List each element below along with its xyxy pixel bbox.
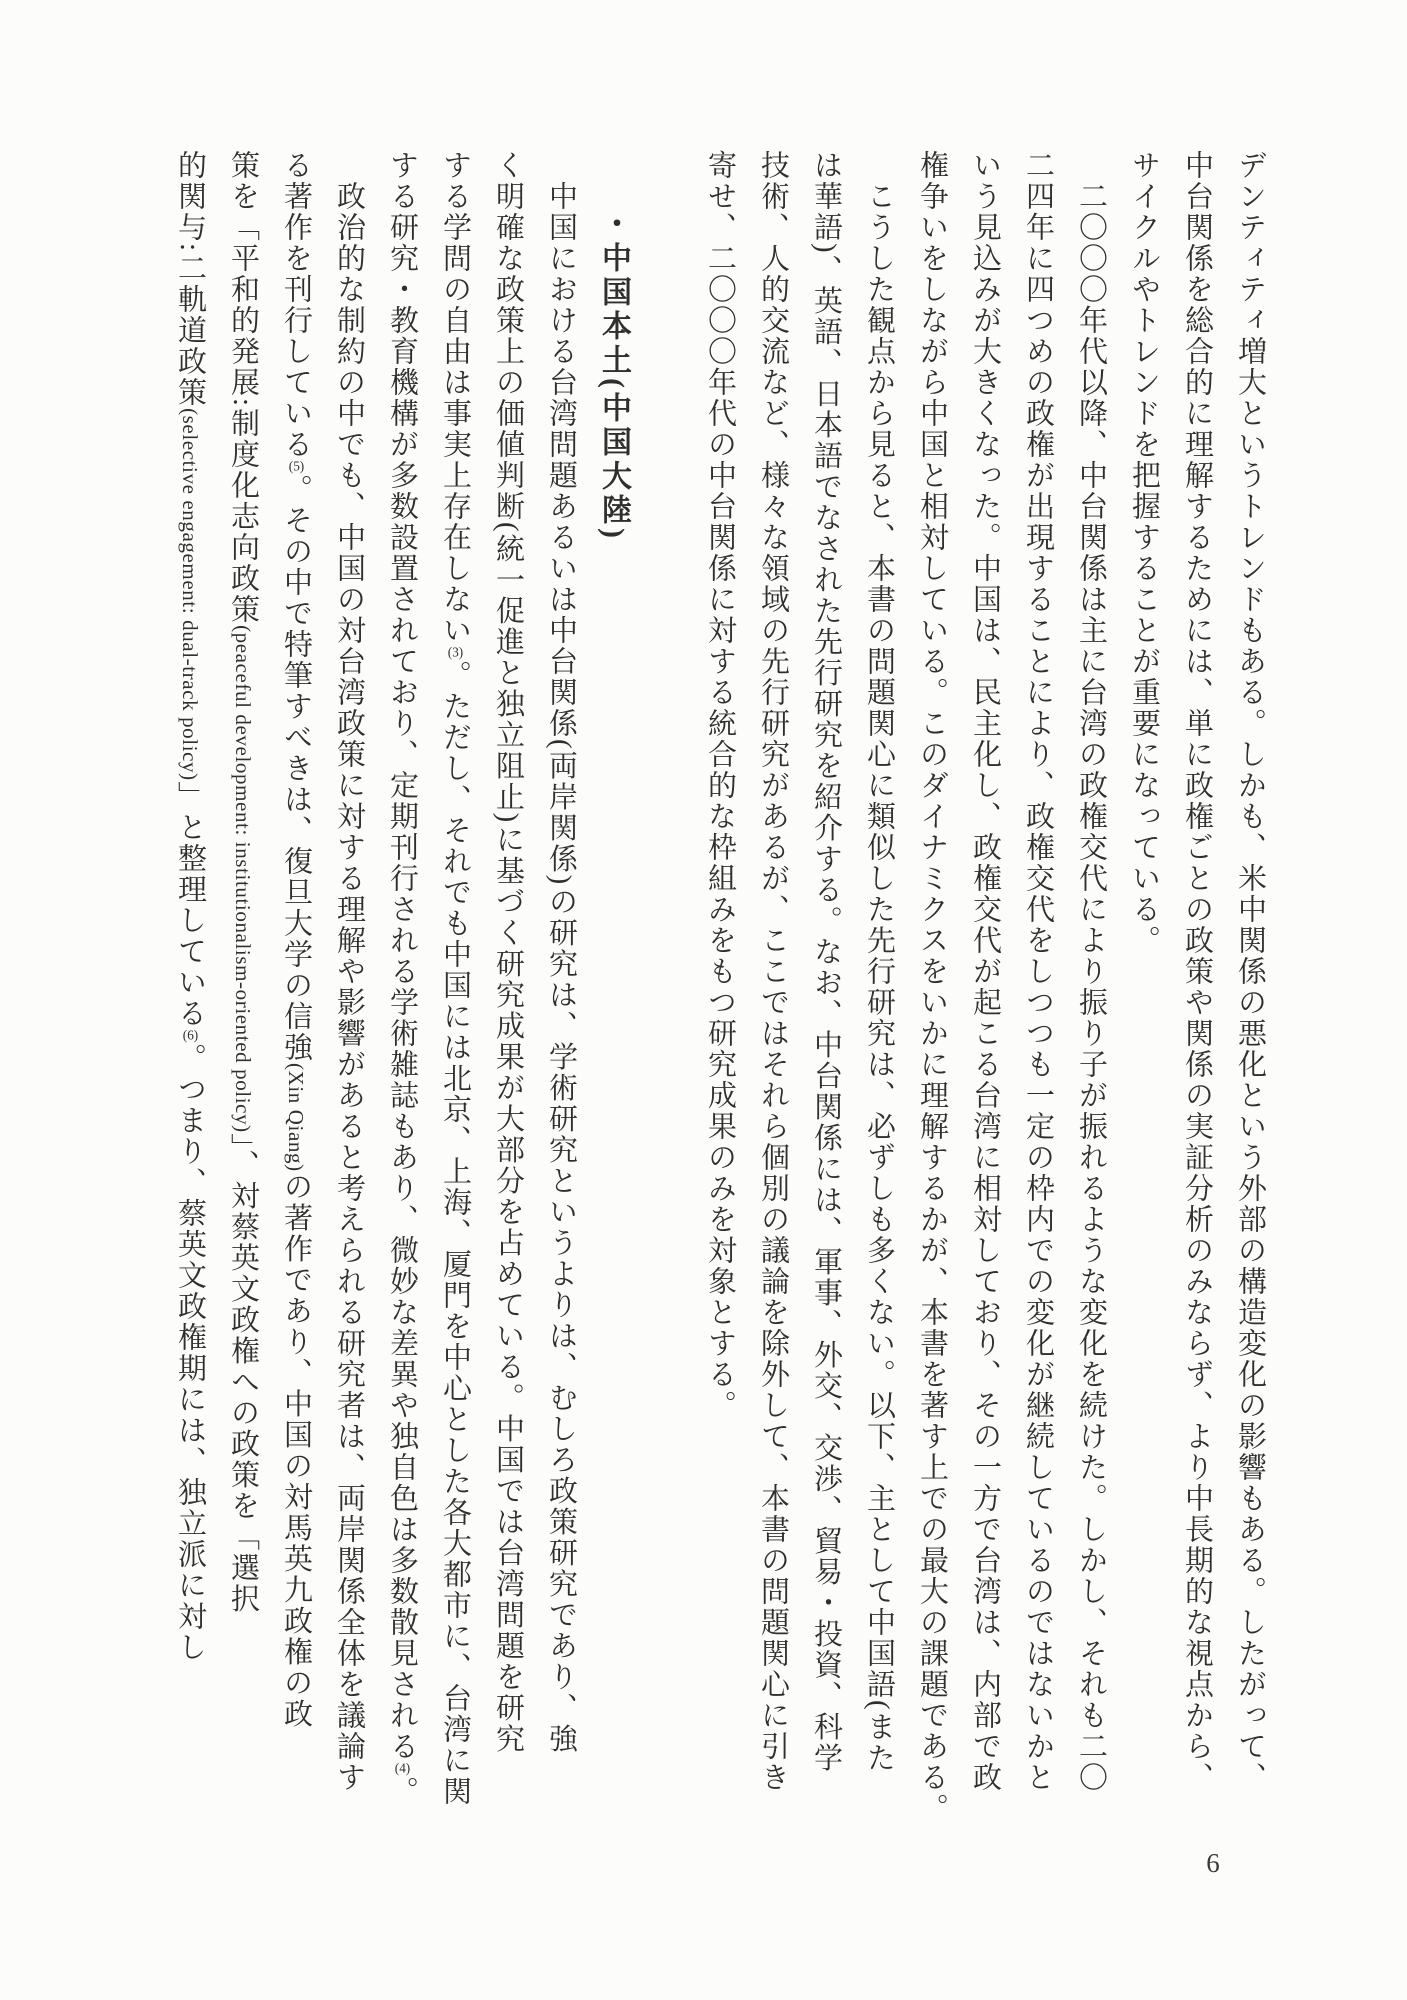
blank-column	[640, 150, 693, 1810]
text-column	[269, 150, 322, 1810]
text-column	[746, 150, 799, 1810]
text-column	[163, 150, 216, 1810]
text-column	[1064, 150, 1117, 1810]
text-run: する学問の自由は事実上存在しない	[439, 150, 471, 646]
text-column	[322, 150, 375, 1810]
text-run: サイクルやトレンドを把握することが重要になっている。	[1128, 150, 1160, 956]
text-column	[852, 150, 905, 1810]
text-column	[1117, 150, 1170, 1810]
latin-text: (selective engagement: dual-track policy)	[178, 408, 202, 781]
text-run: は華語)、英語、日本語でなされた先行研究を紹介する。なお、中台関係には、軍事、外交、交渉、貿易・投資、科学	[810, 150, 842, 1774]
text-column	[375, 150, 428, 1810]
text-run: 。その中で特筆すべきは、復旦大学の信強	[280, 474, 312, 1063]
text-run: 二〇〇〇年代以降、中台関係は主に台湾の政権交代により振り子が振れるような変化を続けた。しかし、それも二〇	[1075, 150, 1107, 1793]
text-run: 策を「平和的発展:制度化志向政策	[227, 150, 259, 626]
text-run: する研究・教育機構が多数設置されており、定期刊行される学術雑誌もあり、微妙な差異や独自色は多数散見される	[386, 150, 418, 1762]
text-run: いう見込みが大きくなった。中国は、民主化し、政権交代が起こる台湾に相対しており、その一方で台湾は、内部で政	[969, 150, 1001, 1793]
text-column	[428, 150, 481, 1810]
text-column	[958, 150, 1011, 1810]
text-run: 技術、人的交流など、様々な領域の先行研究があるが、ここではそれら個別の議論を除外して、本書の問題関心に引き	[757, 150, 789, 1793]
text-run: 中台関係を総合的に理解するためには、単に政権ごとの政策や関係の実証分析のみならず、より中長期的な視点から、	[1181, 150, 1213, 1793]
text-column	[1011, 150, 1064, 1810]
footnote-marker: (6)	[182, 1028, 199, 1043]
text-run: 。つまり、蔡英文政権期には、独立派に対し	[174, 1042, 206, 1663]
page-number: 6	[1206, 1848, 1220, 1878]
text-run: 。ただし、それでも中国には北京、上海、厦門を中心とした各大都市に、台湾に関	[439, 660, 471, 1807]
text-run: 」、対蔡英文政権への政策を「選択	[227, 1132, 259, 1615]
text-columns	[163, 150, 1276, 1824]
text-run: 寄せ、二〇〇〇年代の中台関係に対する統合的な枠組みをもつ研究成果のみを対象とする。	[704, 150, 736, 1421]
text-run: る著作を刊行している	[280, 150, 312, 460]
text-run: 。	[386, 1776, 418, 1807]
text-column	[905, 150, 958, 1824]
text-run: 的関与:二軌道政策	[174, 150, 206, 409]
latin-text: (Xin Qiang)	[284, 1063, 308, 1172]
latin-text: (peaceful development: institutionalism-oriented policy)	[231, 625, 255, 1133]
section-heading	[587, 150, 640, 1868]
text-column	[216, 150, 269, 1810]
text-run: デンティティ増大というトレンドもある。しかも、米中関係の悪化という外部の構造変化の影響もある。したがって、	[1234, 150, 1266, 1793]
text-run: こうした観点から見ると、本書の問題関心に類似した先行研究は、必ずしも多くない。以下、主として中国語(また	[863, 150, 895, 1774]
text-column	[799, 150, 852, 1810]
text-run: の著作であり、中国の対馬英九政権の政	[280, 1171, 312, 1730]
footnote-marker: (3)	[447, 646, 464, 660]
text-column	[534, 150, 587, 1810]
text-run: 中国における台湾問題あるいは中台関係(両岸関係)の研究は、学術研究というよりは、むしろ政策研究であり、強	[545, 150, 577, 1755]
text-column	[481, 150, 534, 1810]
text-run: 」と整理している	[174, 780, 206, 1029]
text-column	[693, 150, 746, 1810]
text-run: 二四年に四つめの政権が出現することにより、政権交代をしつつも一定の枠内での変化が継続しているのではないかと	[1022, 150, 1054, 1793]
text-run: 権争いをしながら中国と相対している。このダイナミクスをいかに理解するかが、本書を著す上での最大の課題である。	[916, 150, 948, 1824]
footnote-marker: (5)	[288, 460, 305, 474]
footnote-marker: (4)	[394, 1762, 411, 1776]
text-column	[1170, 150, 1223, 1810]
text-run: く明確な政策上の価値判断(統一促進と独立阻止)に基づく研究成果が大部分を占めている。中国では台湾問題を研究	[492, 150, 524, 1755]
text-column	[1223, 150, 1276, 1810]
text-run: ・中国本土(中国大陸)	[597, 208, 630, 542]
text-run: 政治的な制約の中でも、中国の対台湾政策に対する理解や影響があると考えられる研究者は、両岸関係全体を議論す	[333, 150, 365, 1793]
